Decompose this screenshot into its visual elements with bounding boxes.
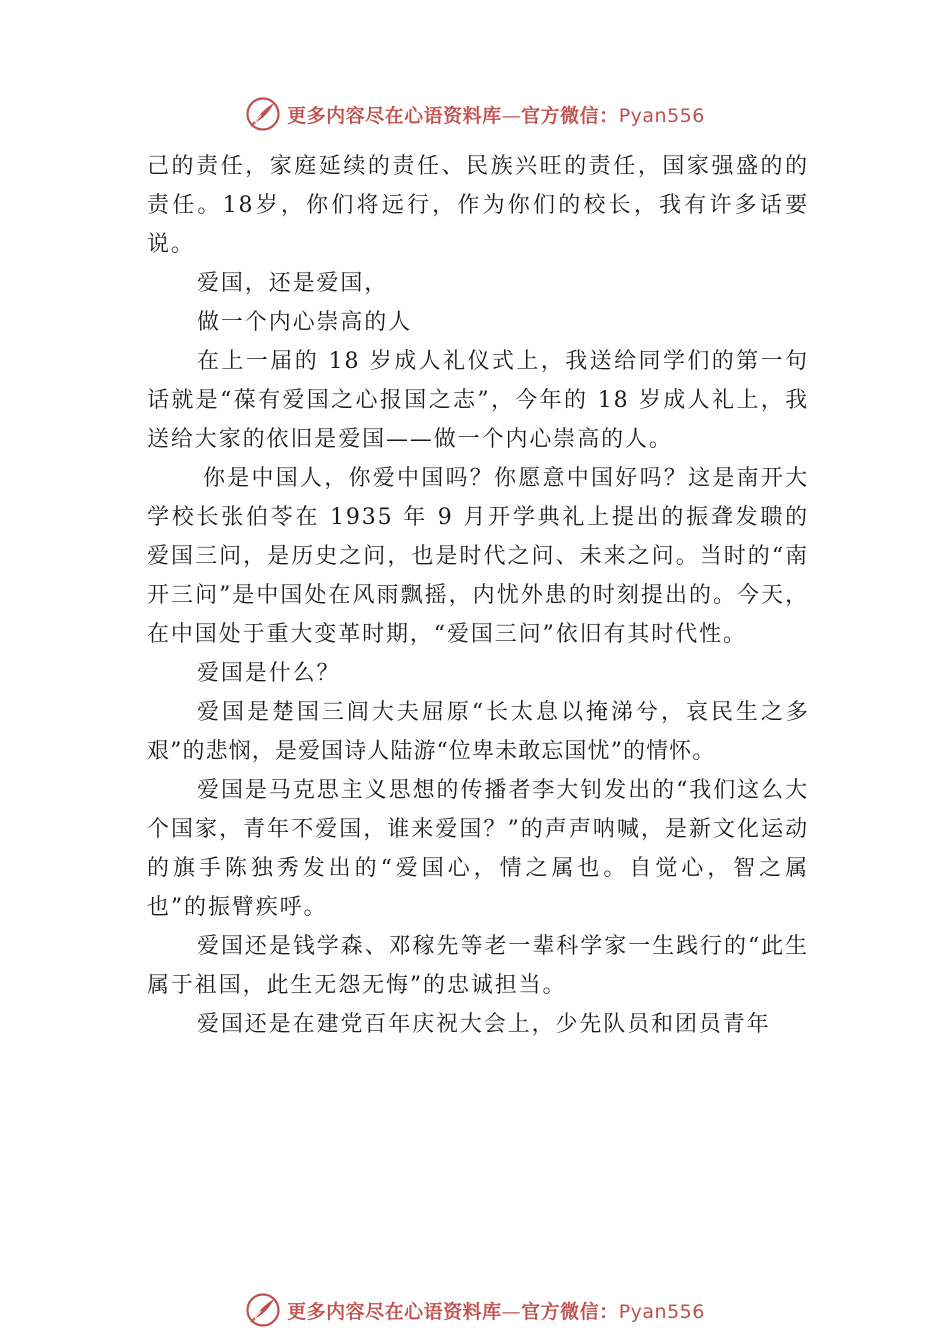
paragraph-li-dazhao-chen-duxiu: 爱国是马克思主义思想的传播者李大钊发出的“我们这么大个国家，青年不爱国，谁来爱国？”的声声呐喊，是新文化运动的旗手陈独秀发出的“爱国心，情之属也。自觉心，智之属也”的振臂疾呼。: [147, 778, 809, 920]
header-wechat-label: 官方微信：: [521, 104, 619, 127]
footer-banner-main: 更多内容尽在心语资料库: [287, 1300, 502, 1323]
paragraph-what-is-patriotism: 爱国是什么？: [197, 661, 341, 686]
quill-logo-icon: [245, 1292, 281, 1328]
footer-wechat-id: Pyan556: [618, 1300, 705, 1323]
header-banner-dash: —: [501, 104, 522, 127]
header-banner-text: [287, 101, 705, 128]
quill-logo-icon: [245, 96, 281, 132]
footer-banner: [0, 1290, 950, 1330]
footer-banner-dash: —: [501, 1300, 522, 1323]
header-banner: [0, 94, 950, 134]
paragraph-centenary: 爱国还是在建党百年庆祝大会上，少先队员和团员青年: [197, 1012, 771, 1037]
header-banner-main: 更多内容尽在心语资料库: [287, 104, 502, 127]
paragraph-responsibility: 己的责任，家庭延续的责任、民族兴旺的责任，国家强盛的的责任。18岁，你们将远行，作为你们的校长，我有许多话要说。: [147, 154, 809, 257]
paragraph-nankai-questions: 你是中国人，你爱中国吗？你愿意中国好吗？这是南开大学校长张伯苓在 1935 年 9 月开学典礼上提出的振聋发聩的爱国三问，是历史之问，也是时代之问、未来之问。当时的“南开三问”是中国处在风雨飘摇，内忧外患的时刻提出的。今天，在中国处于重大变革时期，“爱国三问”依旧有其时代性。: [147, 466, 809, 647]
paragraph-last-ceremony: 在上一届的 18 岁成人礼仪式上，我送给同学们的第一句话就是“葆有爱国之心报国之志”，今年的 18 岁成人礼上，我送给大家的依旧是爱国——做一个内心崇高的人。: [147, 349, 809, 452]
paragraph-scientists: 爱国还是钱学森、邓稼先等老一辈科学家一生践行的“此生属于祖国，此生无怨无悔”的忠诚担当。: [147, 934, 809, 998]
paragraph-qu-yuan-lu-you: 爱国是楚国三闾大夫屈原“长太息以掩涕兮，哀民生之多艰”的悲悯，是爱国诗人陆游“位卑未敢忘国忧”的情怀。: [147, 700, 809, 764]
paragraph-noble-heart-heading: 做一个内心崇高的人: [197, 310, 413, 335]
paragraph-love-country-heading: 爱国，还是爱国，: [197, 271, 389, 296]
header-wechat-id: Pyan556: [618, 104, 705, 127]
footer-wechat-label: 官方微信：: [521, 1300, 619, 1323]
document-body: [147, 147, 809, 1044]
footer-banner-text: [287, 1297, 705, 1324]
